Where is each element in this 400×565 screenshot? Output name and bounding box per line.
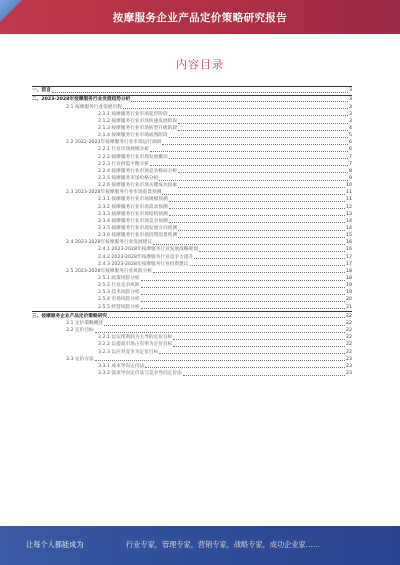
toc-leader-dots (95, 332, 345, 333)
toc-entry-label: 2.4.2 2023-2028年按摩服务行业竞争力提升 (98, 254, 194, 260)
toc-entry-label: 2.1.3 按摩服务行业市场转型升级阶段 (98, 126, 178, 132)
toc-leader-dots (178, 172, 348, 173)
toc-entry-label: 2.5.5 经营风险分析 (98, 304, 140, 310)
toc-entry-page: 4 (349, 126, 352, 132)
toc-entry[interactable] (32, 153, 352, 160)
toc-leader-dots (194, 258, 345, 259)
toc-entry[interactable] (32, 348, 352, 355)
toc-entry-label: 2.1.4 按摩服务行业市场成熟阶段 (98, 133, 168, 139)
toc-entry-label: 3.2.3 以应对竞争为定价目标 (98, 349, 159, 355)
toc-entry-page: 18 (346, 268, 352, 274)
toc-entry[interactable] (32, 182, 352, 189)
toc-entry-page: 14 (346, 226, 352, 231)
toc-leader-dots (178, 187, 345, 188)
toc-entry[interactable] (32, 246, 352, 253)
toc-entry-page: 21 (346, 304, 352, 310)
toc-title: 内容目录 (176, 58, 224, 71)
toc-leader-dots (150, 165, 348, 166)
toc-entry-label: 3.2.1 以实现利润为主导的定价目标 (98, 335, 173, 341)
toc-entry-label: 2.2.3 行业供需平衡分析 (98, 161, 149, 167)
toc-entry-page: 22 (346, 335, 352, 341)
toc-entry-page: 16 (346, 240, 352, 246)
toc-entry[interactable] (32, 103, 352, 110)
toc-entry[interactable] (32, 239, 352, 246)
toc-leader-dots (141, 280, 345, 281)
toc-entry[interactable] (32, 161, 352, 168)
toc-entry[interactable] (32, 296, 352, 303)
toc-leader-dots (178, 130, 348, 131)
toc-entry-label: 2.5.4 市场风险分析 (98, 297, 140, 303)
toc-entry-page: 6 (349, 147, 352, 153)
toc-entry-label: 2.2.5 按摩服务市场价格分析 (98, 176, 159, 182)
toc-entry[interactable] (32, 139, 352, 146)
toc-leader-dots (169, 201, 345, 202)
toc-entry-page: 3 (349, 97, 352, 103)
toc-entry[interactable] (32, 132, 352, 139)
toc-entry-label: 2.3.2 按摩服务行业市场需求预测 (98, 204, 168, 210)
toc-entry-page: 23 (346, 356, 352, 362)
toc-entry-label: 2.4.1 2023-2028年按摩服务行业发展战略规划 (98, 247, 198, 253)
toc-entry-label: 2.3.4 按摩服务行业市场竞争预测 (98, 218, 168, 224)
toc-entry-label: 3.3.1 成本导向定价法 (98, 363, 145, 369)
toc-leader-dots (169, 215, 345, 216)
toc-entry-page: 16 (346, 247, 352, 253)
toc-entry-label: 2.3.5 按摩服务行业市场发展方向预测 (98, 226, 178, 231)
toc-leader-dots (178, 237, 345, 238)
toc-leader-dots (141, 287, 345, 288)
toc-entry-label: 2.1.1 按摩服务行业市场起步阶段 (98, 111, 168, 117)
toc-entry-label: 2.2.2 按摩服务行业市场发展概况 (98, 154, 168, 160)
toc-entry[interactable] (32, 175, 352, 182)
toc-leader-dots (169, 208, 345, 209)
toc-leader-dots (169, 158, 348, 159)
toc-leader-dots (190, 265, 346, 266)
toc-entry-page: 18 (346, 275, 352, 281)
toc-leader-dots (169, 115, 348, 116)
toc-leader-dots (150, 151, 348, 152)
toc-leader-dots (162, 194, 345, 195)
toc-leader-dots (52, 92, 348, 93)
toc-leader-dots (153, 244, 345, 245)
toc-entry[interactable] (32, 168, 352, 175)
toc-entry-label: 2.3.3 按摩服务行业市场结构预测 (98, 211, 168, 217)
toc-entry-page: 3 (349, 88, 352, 94)
toc-entry[interactable] (32, 363, 352, 370)
toc-entry-page: 3 (349, 118, 352, 124)
toc-entry-page: 12 (346, 204, 352, 210)
toc-leader-dots (145, 367, 345, 368)
footer-band (0, 526, 400, 565)
toc-entry-page: 15 (346, 233, 352, 239)
toc-entry-label: 2.2 2022-2023年按摩服务行业市场运行调研 (66, 140, 162, 146)
toc-entry-label: 2.3.6 按摩服务行业市场投资前景预测 (98, 233, 178, 239)
toc-leader-dots (173, 346, 345, 347)
toc-entry-page: 3 (349, 104, 352, 110)
toc-entry-label: 2.1.2 按摩服务行业市场快速发展阶段 (98, 118, 178, 124)
toc-leader-dots (104, 325, 345, 326)
toc-leader-dots (141, 301, 345, 302)
toc-entry-page: 11 (346, 197, 352, 203)
toc-entry[interactable] (32, 87, 352, 94)
toc-entry-label: 3.2.2 以提高市场占有率为定价目标 (98, 342, 173, 348)
toc-leader-dots (141, 308, 345, 309)
toc-entry-page: 23 (346, 371, 352, 376)
toc-entry-page: 22 (346, 313, 352, 319)
toc-entry-label: 2.4 2023-2028年按摩服务行业发展建议 (66, 240, 153, 246)
toc-entry-page: 3 (349, 111, 352, 117)
toc-entry-page: 7 (349, 154, 352, 160)
toc-entry[interactable] (32, 111, 352, 118)
toc-entry-label: 2.1 按摩服务行业发展历程 (66, 104, 122, 110)
toc-entry-label: 3.2 定价目标 (66, 328, 94, 334)
page-header-title: 按摩服务企业产品定价策略研究报告 (112, 12, 288, 24)
toc-entry[interactable] (32, 232, 352, 239)
toc-entry[interactable] (32, 356, 352, 363)
toc-entry-page: 7 (349, 161, 352, 167)
toc-entry[interactable] (32, 370, 352, 377)
toc-entry-label: 2.5 2023-2028年按摩服务行业风险分析 (66, 268, 153, 274)
toc-leader-dots (162, 144, 348, 145)
footer-tagline: 行业专家，管理专家，营销专家，战略专家，成功企业家…… (126, 540, 321, 549)
toc-entry[interactable] (32, 289, 352, 296)
toc-entry-label: 2.5.1 政策风险分析 (98, 275, 140, 281)
toc-entry[interactable] (32, 203, 352, 210)
toc-entry-label: 2.4.3 2023-2028年按摩服务行业投资建议 (98, 261, 189, 267)
toc-entry[interactable] (32, 189, 352, 196)
toc-entry-label: 2.3 2023-2028年按摩服务行业市场前景预测 (66, 190, 162, 196)
toc-entry[interactable] (32, 196, 352, 203)
toc-entry[interactable] (32, 146, 352, 153)
toc-entry-page: 10 (346, 183, 352, 189)
footer-slogan: 让每个人都能成为 (26, 540, 84, 549)
toc-entry-page: 19 (346, 290, 352, 296)
toc-entry[interactable] (32, 320, 352, 327)
toc-entry[interactable] (32, 334, 352, 341)
toc-leader-dots (159, 180, 348, 181)
toc-leader-dots (169, 137, 348, 138)
toc-entry[interactable] (32, 96, 352, 103)
toc-entry[interactable] (32, 303, 352, 310)
toc-entry[interactable] (32, 282, 352, 289)
toc-leader-dots (95, 360, 345, 361)
toc-entry-label: 三、按摩服务企业产品定价策略研究 (32, 313, 108, 319)
toc-entry-page: 11 (346, 190, 352, 196)
toc-entry-page: 14 (346, 218, 352, 224)
toc-entry-label: 2.2.1 行业市场规模分析 (98, 147, 149, 153)
toc-entry[interactable] (32, 261, 352, 268)
toc-entry-page: 20 (346, 297, 352, 303)
toc-entry-label: 3.3.2 需求导向定价法与竞争导向定价法 (98, 371, 182, 376)
toc-leader-dots (178, 230, 345, 231)
toc-entry-page: 22 (346, 321, 352, 327)
toc-entry[interactable] (32, 125, 352, 132)
table-of-contents (32, 86, 352, 377)
toc-entry-label: 3.1 定价策略概述 (66, 321, 104, 327)
toc-entry-page: 22 (346, 349, 352, 355)
toc-leader-dots (178, 123, 348, 124)
toc-entry[interactable] (32, 253, 352, 260)
toc-entry[interactable] (32, 275, 352, 282)
toc-entry-label: 2.2.4 按摩服务行业市场竞争格局分析 (98, 168, 178, 174)
toc-entry[interactable] (32, 225, 352, 232)
toc-leader-dots (159, 353, 345, 354)
toc-entry-page: 13 (346, 211, 352, 217)
toc-entry-page: 22 (346, 328, 352, 334)
toc-entry-label: 3.3 定价方法 (66, 356, 94, 362)
toc-entry-page: 5 (349, 133, 352, 139)
toc-leader-dots (183, 375, 345, 376)
toc-leader-dots (199, 251, 345, 252)
toc-entry[interactable] (32, 341, 352, 348)
toc-entry[interactable] (32, 313, 352, 320)
toc-entry-label: 2.3.1 按摩服务行业市场规模预测 (98, 197, 168, 203)
toc-leader-dots (169, 222, 345, 223)
toc-leader-dots (131, 101, 348, 102)
toc-entry-page: 6 (349, 140, 352, 146)
toc-leader-dots (153, 272, 345, 273)
toc-entry-page: 19 (346, 283, 352, 289)
toc-entry[interactable] (32, 268, 352, 275)
toc-entry-label: 2.5.3 技术风险分析 (98, 290, 140, 296)
toc-leader-dots (108, 317, 345, 318)
toc-entry-page: 8 (349, 168, 352, 174)
toc-entry-label: 二、2023-2028年按摩服务行业发展趋势分析 (32, 97, 131, 103)
toc-entry[interactable] (32, 211, 352, 218)
toc-entry-page: 9 (349, 176, 352, 182)
toc-entry-page: 22 (346, 342, 352, 348)
toc-entry-page: 17 (346, 254, 352, 260)
toc-leader-dots (141, 294, 345, 295)
toc-entry-label: 一、前言 (32, 88, 51, 94)
toc-entry-label: 2.2.6 按摩服务行业市场关键成功因素 (98, 183, 178, 189)
toc-entry[interactable] (32, 327, 352, 334)
toc-entry-page: 23 (346, 363, 352, 369)
toc-leader-dots (173, 339, 345, 340)
toc-leader-dots (123, 108, 348, 109)
toc-entry[interactable] (32, 118, 352, 125)
toc-entry-page: 17 (346, 261, 352, 267)
toc-entry-label: 2.5.2 行业竞争风险 (98, 283, 140, 289)
toc-entry[interactable] (32, 218, 352, 225)
